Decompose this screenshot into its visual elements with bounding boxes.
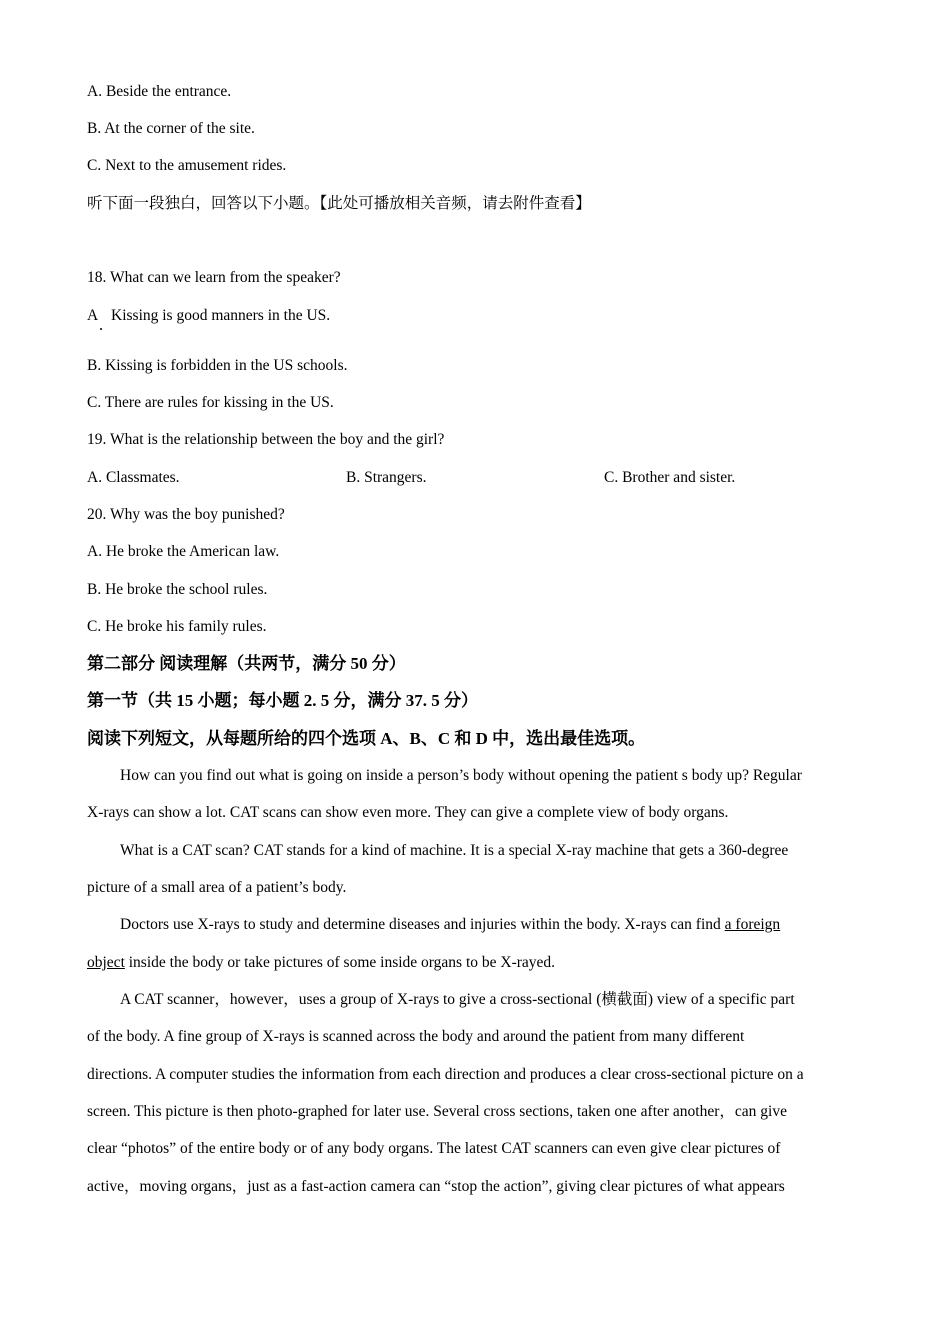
q20-option-c: C. He broke his family rules. — [87, 618, 267, 635]
reading-instruction: 阅读下列短文，从每题所给的四个选项 A、B、C 和 D 中，选出最佳选项。 — [87, 729, 646, 748]
q18-option-c: C. There are rules for kissing in the US. — [87, 394, 334, 411]
q18-option-a-text: Kissing is good manners in the US. — [111, 307, 331, 324]
passage-line: X-rays can show a lot. CAT scans can show even more. They can give a complete view of body organs. — [87, 804, 729, 821]
passage-text: inside the body or take pictures of some inside organs to be X-rayed. — [124, 954, 556, 971]
passage-line: active，moving organs，just as a fast-action camera can “stop the action”, giving clear pictures of what appears — [87, 1178, 785, 1195]
q19-option-a: A. Classmates. — [87, 469, 180, 486]
passage-line: What is a CAT scan? CAT stands for a kind of machine. It is a special X-ray machine that gets a 360-degree — [120, 842, 789, 859]
q17-option-a: A. Beside the entrance. — [87, 83, 232, 100]
section1-heading: 第一节（共 15 小题；每小题 2. 5 分，满分 37. 5 分） — [87, 691, 478, 710]
q18-question: 18. What can we learn from the speaker? — [87, 269, 341, 286]
q18-option-a-letter: A — [87, 307, 99, 324]
q20-question: 20. Why was the boy punished? — [87, 506, 285, 523]
q17-option-c: C. Next to the amusement rides. — [87, 157, 287, 174]
q20-option-a: A. He broke the American law. — [87, 543, 280, 560]
monologue-instruction: 听下面一段独白，回答以下小题。【此处可播放相关音频，请去附件查看】 — [87, 195, 591, 212]
passage-line: of the body. A fine group of X-rays is scanned across the body and around the patient from many different — [87, 1028, 745, 1045]
passage-line: picture of a small area of a patient’s body. — [87, 879, 347, 896]
q18-option-b: B. Kissing is forbidden in the US schools. — [87, 357, 348, 374]
q19-question: 19. What is the relationship between the boy and the girl? — [87, 431, 445, 448]
passage-line: A CAT scanner，however，uses a group of X-rays to give a cross-sectional (横截面) view of a specific part — [120, 991, 795, 1008]
passage-text: Doctors use X-rays to study and determine diseases and injuries within the body. X-rays can find — [120, 916, 725, 933]
q19-option-b: B. Strangers. — [346, 469, 427, 486]
passage-line: screen. This picture is then photo-graphed for later use. Several cross sections, taken one after another，can give — [87, 1103, 787, 1120]
passage-line: directions. A computer studies the information from each direction and produces a clear cross-sectional picture on a — [87, 1066, 804, 1083]
passage-line — [87, 953, 555, 973]
passage-line: clear “photos” of the entire body or of any body organs. The latest CAT scanners can even give clear pictures of — [87, 1140, 781, 1157]
passage-line — [120, 915, 780, 935]
q20-option-b: B. He broke the school rules. — [87, 581, 268, 598]
passage-line: How can you find out what is going on inside a person’s body without opening the patient s body up? Regular — [120, 767, 802, 784]
q17-option-b: B. At the corner of the site. — [87, 120, 255, 137]
underlined-phrase: object — [87, 954, 125, 971]
option-dot-mark — [100, 328, 102, 330]
underlined-phrase: a foreign — [724, 916, 781, 933]
part2-heading: 第二部分 阅读理解（共两节，满分 50 分） — [87, 654, 406, 673]
q19-option-c: C. Brother and sister. — [604, 469, 736, 486]
